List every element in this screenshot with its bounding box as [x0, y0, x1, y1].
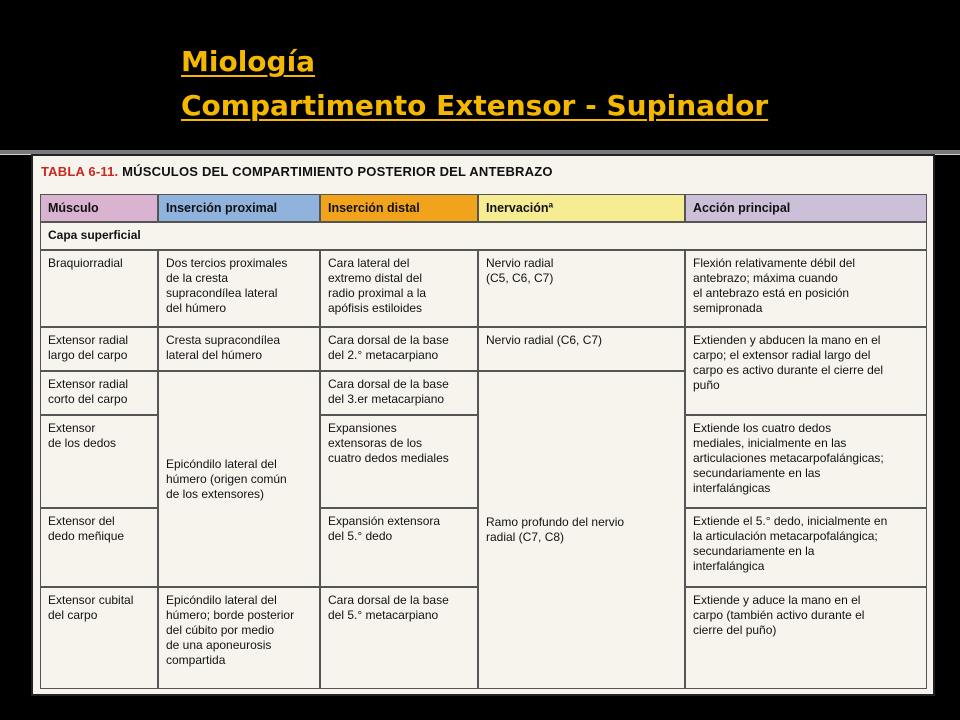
table-number: TABLA 6-11. — [41, 164, 119, 179]
action-text: la articulación metacarpofalángica; — [693, 529, 878, 543]
action-text: semipronada — [693, 301, 763, 315]
action-text: Extiende y aduce la mano en el — [693, 593, 861, 607]
proximal-text: supracondílea lateral — [166, 286, 278, 300]
header-distal: Inserción distal — [320, 194, 478, 222]
proximal-text: Epicóndilo lateral del — [166, 593, 277, 607]
distal-text: del 2.° metacarpiano — [328, 348, 439, 362]
header-action: Acción principal — [685, 194, 927, 222]
muscle-name: dedo meñique — [48, 529, 125, 543]
innervation-text: Nervio radial — [486, 256, 554, 270]
proximal-text: lateral del húmero — [166, 348, 263, 362]
header-innervation: Inervaciónª — [478, 194, 685, 222]
distal-text: del 5.° dedo — [328, 529, 393, 543]
innervation-text: (C5, C6, C7) — [486, 271, 554, 285]
muscle-cell — [40, 327, 158, 371]
action-cell — [685, 250, 927, 327]
action-text: Extiende el 5.° dedo, inicialmente en — [693, 514, 888, 528]
distal-text: Expansiones — [328, 421, 397, 435]
proximal-text: húmero; borde posterior — [166, 608, 295, 622]
proximal-cell — [158, 371, 320, 587]
innervation-cell — [478, 371, 685, 689]
distal-cell — [320, 415, 478, 508]
muscle-cell — [40, 587, 158, 689]
action-text: el antebrazo está en posición — [693, 286, 850, 300]
distal-text: del 5.° metacarpiano — [328, 608, 439, 622]
action-text: Extienden y abducen la mano en el — [693, 333, 881, 347]
innervation-text: Ramo profundo del nervio — [486, 515, 625, 529]
innervation-cell — [478, 250, 685, 327]
section-superficial: Capa superficial — [40, 222, 927, 250]
distal-text: radio proximal a la — [328, 286, 427, 300]
slide-title-line-1[interactable]: Miología — [181, 45, 316, 78]
table-title: MÚSCULOS DEL COMPARTIMIENTO POSTERIOR DEL ANTEBRAZO — [122, 164, 553, 179]
distal-text: Cara dorsal de la base — [328, 377, 449, 391]
table-caption — [41, 164, 553, 179]
proximal-text: compartida — [166, 653, 226, 667]
action-text: puño — [693, 378, 720, 392]
action-cell — [685, 327, 927, 415]
innervation-cell — [478, 327, 685, 371]
proximal-text: del cúbito por medio — [166, 623, 275, 637]
action-text: carpo; el extensor radial largo del — [693, 348, 871, 362]
muscle-name: largo del carpo — [48, 348, 128, 362]
distal-text: extremo distal del — [328, 271, 423, 285]
distal-cell — [320, 587, 478, 689]
action-text: secundariamente en la — [693, 544, 815, 558]
distal-cell — [320, 327, 478, 371]
proximal-cell — [158, 327, 320, 371]
muscle-name: de los dedos — [48, 436, 117, 450]
action-text: secundariamente en las — [693, 466, 821, 480]
proximal-text: Dos tercios proximales — [166, 256, 288, 270]
action-text: antebrazo; máxima cuando — [693, 271, 838, 285]
muscle-cell — [40, 415, 158, 508]
proximal-text: Cresta supracondílea — [166, 333, 281, 347]
muscle-name: Extensor radial — [48, 333, 129, 347]
action-text: interfalángicas — [693, 481, 771, 495]
muscle-cell — [40, 508, 158, 587]
action-cell — [685, 508, 927, 587]
proximal-text: Epicóndilo lateral del — [166, 456, 277, 471]
proximal-text: de la cresta — [166, 271, 229, 285]
muscle-name: Extensor radial — [48, 377, 129, 391]
distal-text: Expansión extensora — [328, 514, 441, 528]
proximal-cell — [158, 250, 320, 327]
action-text: cierre del puño) — [693, 623, 777, 637]
proximal-text: de los extensores) — [166, 486, 265, 501]
muscle-name: del carpo — [48, 608, 98, 622]
distal-text: Cara dorsal de la base — [328, 333, 449, 347]
table-image — [31, 154, 935, 696]
action-text: carpo es activo durante el cierre del — [693, 363, 884, 377]
action-text: articulaciones metacarpofalángicas; — [693, 451, 884, 465]
muscle-table — [40, 194, 927, 689]
action-cell — [685, 415, 927, 508]
muscle-cell — [40, 371, 158, 415]
header-proximal: Inserción proximal — [158, 194, 320, 222]
proximal-cell — [158, 587, 320, 689]
distal-text: cuatro dedos mediales — [328, 451, 449, 465]
muscle-name: Braquiorradial — [48, 256, 123, 270]
action-text: Flexión relativamente débil del — [693, 256, 856, 270]
distal-text: Cara lateral del — [328, 256, 410, 270]
action-text: Extiende los cuatro dedos — [693, 421, 832, 435]
distal-cell — [320, 371, 478, 415]
action-cell — [685, 587, 927, 689]
distal-cell — [320, 250, 478, 327]
proximal-text: del húmero — [166, 301, 227, 315]
distal-text: extensoras de los — [328, 436, 423, 450]
header-muscle: Músculo — [40, 194, 158, 222]
action-text: mediales, inicialmente en las — [693, 436, 847, 450]
action-text: interfalángica — [693, 559, 765, 573]
innervation-text: radial (C7, C8) — [486, 530, 565, 544]
muscle-name: corto del carpo — [48, 392, 128, 406]
distal-text: apófisis estiloides — [328, 301, 423, 315]
muscle-name: Extensor cubital — [48, 593, 134, 607]
proximal-text: húmero (origen común — [166, 471, 287, 486]
muscle-name: Extensor — [48, 421, 96, 435]
slide-title[interactable] — [181, 40, 768, 128]
muscle-cell — [40, 250, 158, 327]
distal-text: del 3.er metacarpiano — [328, 392, 445, 406]
proximal-text: de una aponeurosis — [166, 638, 272, 652]
slide-title-line-2[interactable]: Compartimento Extensor - Supinador — [181, 89, 769, 122]
distal-cell — [320, 508, 478, 587]
action-text: carpo (también activo durante el — [693, 608, 865, 622]
distal-text: Cara dorsal de la base — [328, 593, 449, 607]
muscle-name: Extensor del — [48, 514, 115, 528]
innervation-text: Nervio radial (C6, C7) — [486, 333, 603, 347]
